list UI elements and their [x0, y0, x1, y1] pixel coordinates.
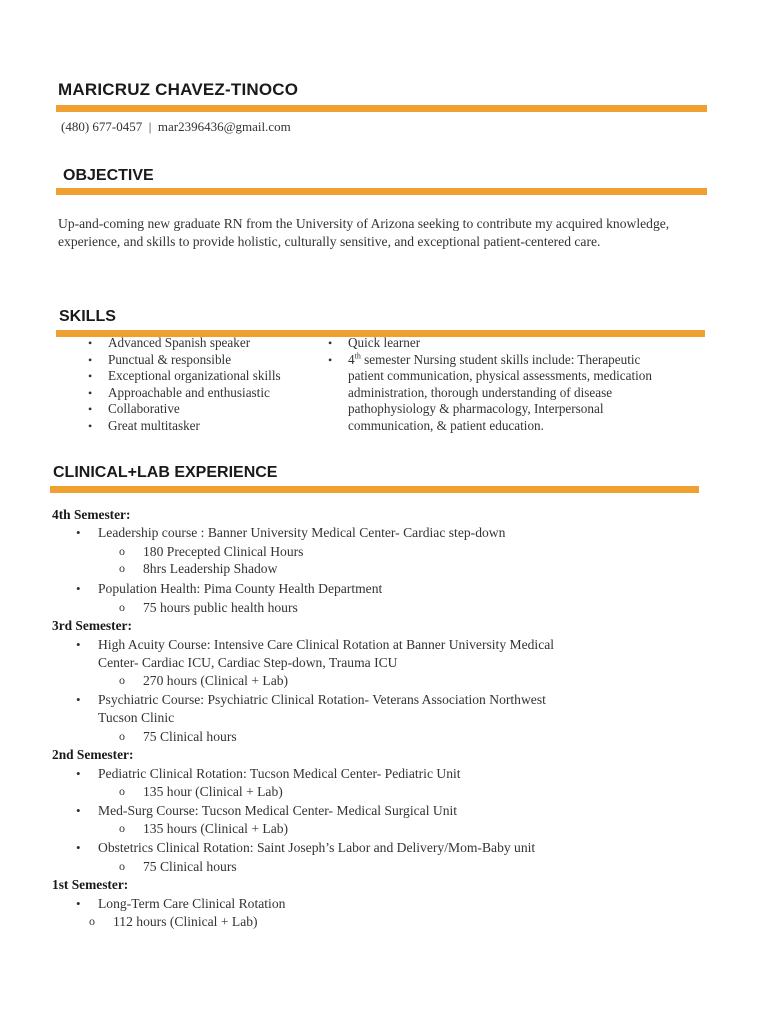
experience-item-continued: Tucson Clinic — [98, 710, 175, 725]
experience-subitem: o 135 hour (Clinical + Lab) — [143, 784, 283, 800]
experience-subitem: o 75 Clinical hours — [143, 729, 237, 745]
experience-subitem: o 180 Precepted Clinical Hours — [143, 544, 303, 560]
skill-item: • Collaborative — [84, 401, 320, 418]
email-address: mar2396436@gmail.com — [157, 119, 291, 134]
skill-item: • Exceptional organizational skills — [84, 368, 320, 385]
experience-subitem: o 8hrs Leadership Shadow — [143, 561, 277, 577]
experience-item: • Leadership course : Banner University Medical Center- Cardiac step-down — [98, 525, 505, 541]
semester-1-title: 1st Semester: — [52, 877, 129, 892]
skill-item: • Punctual & responsible — [84, 352, 320, 369]
experience-subitem: o 112 hours (Clinical + Lab) — [113, 914, 258, 930]
experience-item: • Obstetrics Clinical Rotation: Saint Joseph’s Labor and Delivery/Mom-Baby unit — [98, 840, 535, 856]
skill-item: • Approachable and enthusiastic — [84, 385, 320, 402]
name-divider — [56, 105, 707, 112]
experience-heading: CLINICAL+LAB EXPERIENCE — [53, 464, 278, 481]
skill-item-semester: • 4th semester Nursing student skills include: Therapeutic patient communication, physical assessments, medication administration, thorough understanding of disease pathophysiology & pharmacology, Interpersonal communication, & patient education. — [324, 352, 674, 435]
experience-item: • Pediatric Clinical Rotation: Tucson Medical Center- Pediatric Unit — [98, 766, 461, 782]
semester-3-title: 3rd Semester: — [52, 618, 132, 633]
experience-subitem: o 270 hours (Clinical + Lab) — [143, 673, 288, 689]
experience-item-continued: Center- Cardiac ICU, Cardiac Step-down, Trauma ICU — [98, 655, 398, 670]
experience-item: • Psychiatric Course: Psychiatric Clinical Rotation- Veterans Association Northwest — [98, 692, 546, 708]
contact-line — [61, 119, 291, 135]
candidate-name: MARICRUZ CHAVEZ-TINOCO — [58, 80, 299, 99]
semester-4-title: 4th Semester: — [52, 507, 131, 522]
objective-divider — [56, 188, 707, 195]
experience-item: • Long-Term Care Clinical Rotation — [98, 896, 285, 912]
semester-2-title: 2nd Semester: — [52, 747, 134, 762]
skills-list-left — [84, 335, 320, 435]
experience-item: • High Acuity Course: Intensive Care Clinical Rotation at Banner University Medical — [98, 637, 554, 653]
skill-item: • Great multitasker — [84, 418, 320, 435]
skill-item: • Advanced Spanish speaker — [84, 335, 320, 352]
experience-subitem: o 75 hours public health hours — [143, 600, 298, 616]
experience-item: • Med-Surg Course: Tucson Medical Center- Medical Surgical Unit — [98, 803, 457, 819]
objective-heading: OBJECTIVE — [63, 167, 154, 184]
experience-subitem: o 135 hours (Clinical + Lab) — [143, 821, 288, 837]
experience-divider — [50, 486, 699, 493]
experience-subitem: o 75 Clinical hours — [143, 859, 237, 875]
phone-number: (480) 677-0457 — [61, 119, 143, 134]
experience-item: • Population Health: Pima County Health Department — [98, 581, 382, 597]
objective-text: Up-and-coming new graduate RN from the University of Arizona seeking to contribute my acquired knowledge, experience, and skills to provide holistic, culturally sensitive, and exceptional patient-centered care. — [58, 216, 670, 249]
skill-item: • Quick learner — [324, 335, 674, 352]
skills-list-right — [324, 335, 674, 435]
contact-separator: | — [148, 119, 152, 134]
skills-heading: SKILLS — [59, 308, 116, 325]
